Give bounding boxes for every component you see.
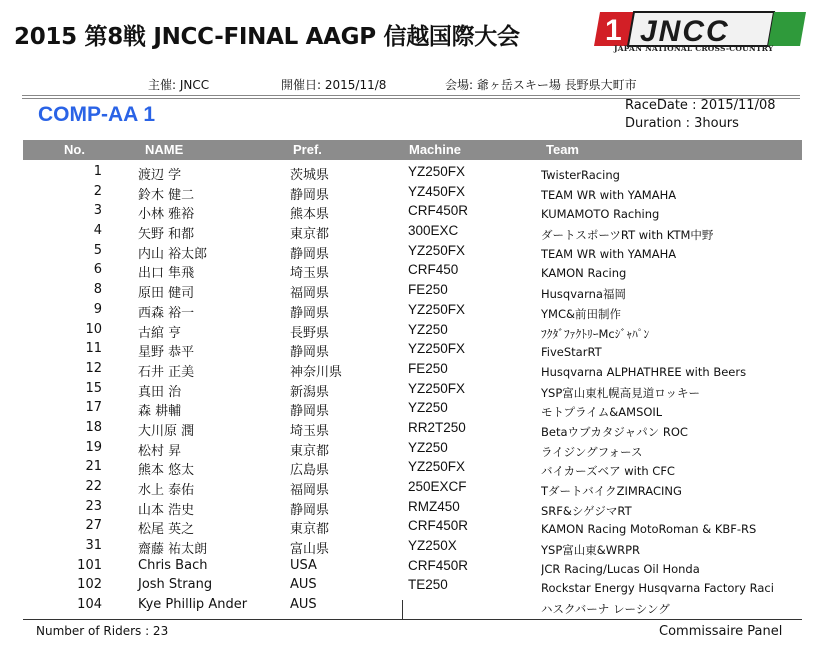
rider-team: KAMON Racing	[541, 266, 627, 281]
rider-number: 6	[93, 262, 102, 278]
rider-team: FiveStarRT	[541, 345, 602, 360]
rider-pref: 東京都	[290, 443, 330, 459]
rider-team: ハスクバーナ レーシング	[541, 602, 670, 617]
rider-name: 西森 裕一	[138, 305, 195, 321]
rider-number: 102	[77, 577, 102, 593]
rider-name: Chris Bach	[138, 557, 208, 573]
table-row	[0, 340, 821, 360]
logo-text: JNCC	[640, 15, 730, 48]
table-row	[0, 537, 821, 557]
rider-machine: CRF450	[408, 262, 459, 278]
rider-number: 3	[93, 203, 102, 219]
rider-number: 9	[93, 301, 102, 317]
rider-pref: 静岡県	[290, 246, 330, 262]
rider-name: 矢野 和都	[138, 227, 195, 243]
column-divider	[402, 600, 403, 619]
rider-machine: 250EXCF	[408, 479, 467, 494]
rider-name: 渡辺 学	[138, 168, 182, 183]
rider-machine: YZ250	[408, 439, 448, 455]
logo-number: 1	[605, 14, 622, 47]
rider-pref: 埼玉県	[290, 266, 330, 282]
rider-number: 19	[85, 439, 102, 455]
rider-name: 小林 雅裕	[138, 207, 195, 223]
rider-number: 5	[93, 242, 102, 258]
rider-name: 星野 恭平	[138, 345, 195, 361]
rider-name: Kye Phillip Ander	[138, 597, 248, 613]
rider-pref: 広島県	[290, 463, 330, 479]
rider-pref: 静岡県	[290, 404, 330, 420]
header-pref: Pref.	[293, 142, 322, 157]
rider-name: 真田 治	[138, 384, 182, 400]
rider-name: 出口 隼飛	[138, 266, 195, 282]
venue: 会場: 爺ヶ岳スキー場 長野県大町市	[445, 78, 637, 92]
rider-team: KAMON Racing MotoRoman & KBF-RS	[541, 522, 757, 537]
rider-number: 15	[85, 380, 102, 396]
organizer: 主催: JNCC	[148, 78, 210, 92]
rider-team: Betaウブカタジャパン ROC	[541, 424, 688, 439]
table-row	[0, 498, 821, 518]
rider-team: YSP富山東札幌高見道ロッキー	[541, 385, 701, 400]
table-row	[0, 399, 821, 419]
rider-machine: FE250	[408, 360, 448, 376]
rider-name: 松尾 英之	[138, 522, 195, 538]
rider-team: TwisterRacing	[541, 168, 620, 182]
rider-pref: 静岡県	[290, 305, 330, 321]
rider-team: モトプライム&AMSOIL	[541, 405, 663, 420]
rider-number: 27	[85, 518, 102, 534]
rider-machine: YZ250FX	[408, 242, 466, 258]
rider-machine: CRF450R	[408, 203, 469, 219]
rider-count: Number of Riders : 23	[36, 624, 169, 638]
rider-number: 2	[93, 183, 102, 199]
header-no: No.	[64, 142, 85, 157]
rider-team: TEAM WR with YAMAHA	[541, 187, 677, 202]
rider-pref: 静岡県	[290, 187, 330, 203]
header-team: Team	[546, 142, 579, 157]
rider-number: 1	[93, 164, 102, 179]
rider-name: 原田 健司	[138, 286, 195, 302]
rider-machine: 300EXC	[408, 223, 459, 239]
rider-team: KUMAMOTO Raching	[541, 207, 660, 222]
table-row	[0, 458, 821, 478]
rider-team: ﾌｸﾀﾞﾌｧｸﾄﾘｰMcｼﾞｬﾊﾟﾝ	[541, 326, 650, 341]
table-row	[0, 517, 821, 537]
table-row	[0, 557, 821, 577]
table-row	[0, 596, 821, 616]
rider-pref: 東京都	[290, 227, 330, 243]
rider-pref: 熊本県	[290, 207, 330, 223]
rider-name: 大川原 潤	[138, 423, 195, 439]
rider-machine: YZ250FX	[408, 459, 466, 475]
rider-pref: 富山県	[290, 542, 330, 558]
rider-machine: YZ250	[408, 400, 448, 416]
rider-team: SRF&シゲジマRT	[541, 503, 632, 518]
table-row	[0, 380, 821, 400]
table-row	[0, 360, 821, 380]
results-table	[0, 163, 821, 616]
table-row	[0, 242, 821, 262]
rider-machine: YZ250FX	[408, 164, 466, 179]
table-row	[0, 321, 821, 341]
logo-subtitle: JAPAN NATIONAL CROSS-COUNTRY	[614, 44, 774, 53]
rider-name: 石井 正美	[138, 364, 195, 380]
rider-number: 21	[85, 459, 102, 475]
rider-pref: 長野県	[290, 325, 330, 341]
rider-machine: YZ250FX	[408, 341, 466, 357]
rider-number: 8	[93, 282, 102, 298]
rider-pref: 埼玉県	[290, 423, 330, 439]
rider-team: TダートバイクZIMRACING	[541, 484, 682, 498]
rider-machine: FE250	[408, 282, 448, 298]
rider-machine: CRF450R	[408, 557, 469, 573]
event-date: 開催日: 2015/11/8	[281, 78, 387, 92]
rider-number: 31	[85, 538, 102, 554]
race-duration: Duration : 3hours	[625, 116, 739, 131]
rider-number: 23	[85, 498, 102, 514]
rider-machine: TE250	[408, 577, 448, 593]
rider-machine: RR2T250	[408, 419, 466, 435]
rider-pref: 福岡県	[290, 483, 330, 498]
rider-pref: 神奈川県	[290, 364, 343, 380]
race-date: RaceDate : 2015/11/08	[625, 98, 776, 113]
rider-team: ライジングフォース	[541, 444, 643, 459]
rider-name: 古綰 亨	[138, 325, 182, 341]
class-name: COMP-AA 1	[38, 103, 156, 126]
rider-machine: YZ250FX	[408, 301, 466, 317]
rider-machine: YZ250X	[408, 538, 457, 554]
rider-name: 山本 浩史	[138, 502, 195, 518]
rider-number: 22	[85, 479, 102, 494]
header-machine: Machine	[409, 142, 462, 157]
table-header	[23, 140, 802, 160]
rider-number: 18	[85, 419, 102, 435]
rider-pref: AUS	[290, 597, 317, 613]
divider	[22, 95, 800, 96]
rider-name: 松村 昇	[138, 443, 182, 459]
rider-team: Husqvarna ALPHATHREE with Beers	[541, 364, 747, 379]
rider-pref: 福岡県	[290, 286, 330, 302]
event-info-bar	[0, 76, 821, 96]
rider-name: 齋藤 祐太朗	[138, 542, 208, 558]
table-row	[0, 183, 821, 203]
rider-team: バイカーズベア with CFC	[541, 464, 675, 479]
table-row	[0, 301, 821, 321]
rider-name: 鈴木 健二	[138, 187, 195, 203]
table-row	[0, 202, 821, 222]
rider-machine: YZ250	[408, 321, 448, 337]
table-row	[0, 478, 821, 498]
table-row	[0, 439, 821, 459]
commissaire-panel: Commissaire Panel	[659, 624, 783, 639]
table-bottom-rule	[23, 619, 802, 620]
rider-name: 森 耕輔	[138, 404, 182, 420]
rider-pref: USA	[290, 557, 317, 573]
rider-name: Josh Strang	[138, 577, 213, 593]
table-row	[0, 281, 821, 301]
table-row	[0, 419, 821, 439]
rider-team: YMC&前田制作	[541, 306, 621, 321]
rider-pref: 静岡県	[290, 502, 330, 518]
rider-team: TEAM WR with YAMAHA	[541, 246, 677, 261]
rider-pref: 新潟県	[290, 384, 330, 400]
rider-number: 104	[77, 597, 102, 613]
rider-pref: AUS	[290, 577, 317, 593]
rider-team: Rockstar Energy Husqvarna Factory Raci	[541, 581, 774, 596]
rider-team: Husqvarna福岡	[541, 287, 626, 302]
rider-name: 熊本 悠太	[138, 463, 195, 479]
table-row	[0, 576, 821, 596]
rider-team: YSP富山東&WRPR	[541, 543, 641, 558]
rider-pref: 東京都	[290, 522, 330, 538]
rider-number: 11	[85, 341, 102, 357]
rider-team: JCR Racing/Lucas Oil Honda	[541, 561, 700, 576]
page-title: 2015 第8戦 JNCC-FINAL AAGP 信越国際大会	[14, 24, 520, 50]
rider-number: 17	[85, 400, 102, 416]
rider-number: 12	[85, 360, 102, 376]
rider-name: 内山 裕太郎	[138, 246, 208, 262]
rider-machine: YZ250FX	[408, 380, 466, 396]
rider-number: 10	[85, 321, 102, 337]
rider-name: 水上 泰佑	[138, 483, 195, 498]
table-row	[0, 163, 821, 183]
rider-machine: YZ450FX	[408, 183, 466, 199]
table-row	[0, 222, 821, 242]
rider-pref: 茨城県	[290, 168, 330, 183]
rider-number: 101	[77, 557, 102, 573]
rider-machine: CRF450R	[408, 518, 469, 534]
rider-pref: 静岡県	[290, 345, 330, 361]
header-name: NAME	[145, 142, 184, 157]
rider-team: ダートスポーツRT with KTM中野	[541, 228, 714, 243]
rider-machine: RMZ450	[408, 498, 460, 514]
logo-green-block	[768, 12, 806, 46]
rider-number: 4	[93, 223, 102, 239]
table-row	[0, 261, 821, 281]
